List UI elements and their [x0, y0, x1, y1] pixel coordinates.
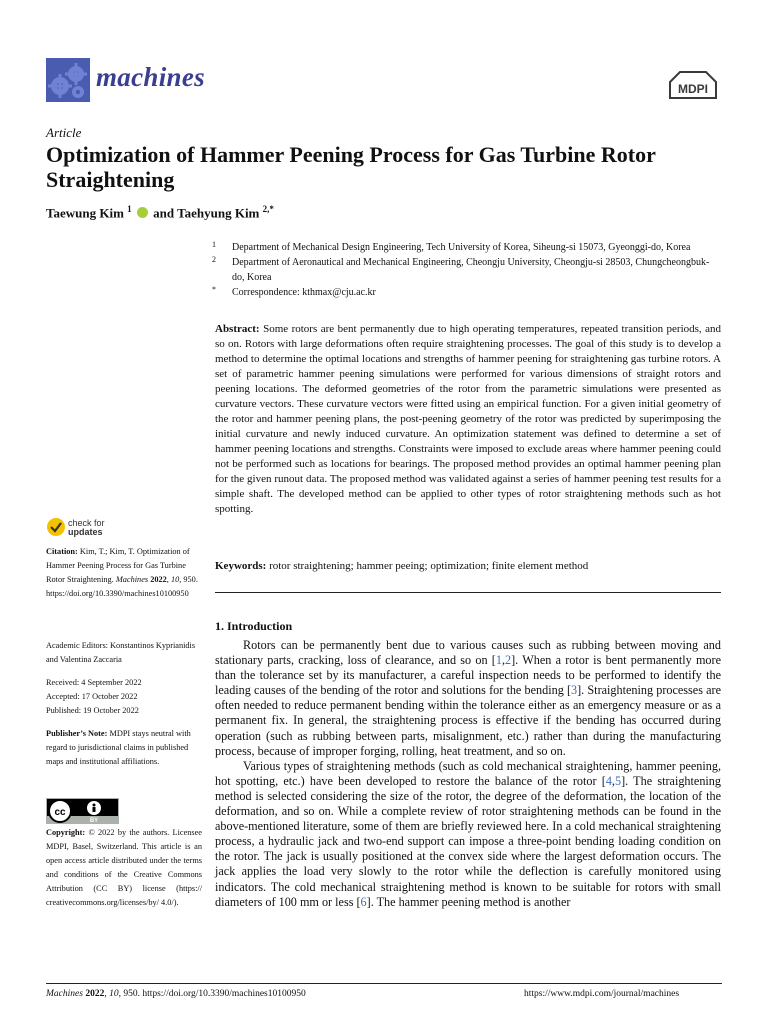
journal-name: machines [96, 62, 205, 92]
author-affil-mark: 2,* [262, 204, 274, 214]
abstract [215, 322, 721, 517]
author-name[interactable]: Taewung Kim [46, 205, 124, 221]
paragraph: Various types of straightening methods (such as cold mechanical straightening, hammer peening, hot spotting, etc.) have been developed to restore the balance of the rotor [4,5]. The straightening method is selected considering the size of the rotor, the degree of the deformation, the location of the deformation, and so on. While a complete review of rotor straightening methods can be found in the above-mentioned literature, some of them are briefly reviewed here. In a cold mechanical straightening process, a hydraulic jack and two-end support can impose a three-point bending loading condition on the rotor. The jack is usually positioned at the convex side where the largest deformation occurs. The jack applies the load very slowly to the rotor while the deflection is carefully monitored using indicators. The cold mechanical straightening method is known to be suitable for rotors with small diameters of 100 mm or less [6]. The hammer peening method is another [215, 758, 721, 909]
footer-divider [46, 983, 722, 984]
dates [46, 676, 202, 718]
author-affil-mark: 1 [127, 204, 132, 214]
paragraph: Rotors can be permanently bent due to various causes such as rubbing between moving and stationary parts, cracking, loss of clearance, and so on [1,2]. When a rotor is bent permanently more than the tolerance set by its manufacturer, a careful inspection needs to be performed to identify the leading causes of the bending of the rotor and solutions for the bending [3]. Straightening processes are often needed to reduce permanent bending within the tolerance either as an emergency measure or as a permanent fix. In general, the straightening process is effective if the bending has occurred during operation (such as rubbing between parts, misalignment, etc.) rather than during the manufacturing process, because of improper forging, rolling, heat treatment, and so on. [215, 638, 722, 758]
reference-link[interactable]: 2 [505, 653, 512, 668]
affiliation-mark: 2 [212, 255, 216, 264]
cc-by-license-icon[interactable] [46, 798, 119, 824]
publisher-note: Publisher’s Note: MDPI stays neutral with regard to jurisdictional claims in published maps and institutional affiliations. [46, 729, 191, 766]
article-type: Article [46, 125, 82, 140]
check-for-updates-label[interactable]: check for updates [68, 518, 105, 537]
author-list [46, 204, 274, 221]
reference-link[interactable]: 4 [605, 773, 612, 788]
abstract-text: Some rotors are bent permanently due to high operating temperatures, repeated transition periods, and so on. Rotors with large deformations often require straightening processes. The goal of this study is to develop a method to determine the optimal locations and strengths of hammer peening for straightening gas turbine rotors. A set of parametric hammer peening simulations were performed for various dimensions of straight rotors and peening locations. The deformed geometries of the rotor from the parametric simulations were presented as curvature vectors. These curvature vectors were fitted using an empirical function. For a given initial geometry of the rotor and hammer peening plans, the post-peening geometry of the rotor was predicted by superimposing the initial curvature and newly induced curvature. An optimization statement was defined to determine a set of hammer peening locations and strengths. Constraints were imposed to exclude areas where hammer peening could not be performed such as locations for bearings. The proposed method provides an optimal hammer peening plan for the given runout data. The proposed method was validated against a series of hammer peening test results for a simple shaft. The developed method can be applied to other types of rotor straightening methods such as hot spotting. [215, 323, 722, 515]
author-separator: and [149, 205, 178, 221]
accepted-date: Accepted: 17 October 2022 [46, 692, 138, 701]
correspondence-text: Correspondence: kthmax@cju.ac.kr [232, 287, 376, 298]
keywords [215, 559, 721, 574]
article-title: Optimization of Hammer Peening Process for Gas Turbine Rotor Straightening [46, 142, 656, 192]
academic-editors: Academic Editors: Konstantinos Kyprianidis and Valentina Zaccaria [46, 641, 196, 664]
keywords-text: rotor straightening; hammer peeing; optimization; finite element method [269, 560, 589, 572]
received-date: Received: 4 September 2022 [46, 678, 142, 687]
affiliation-text: Department of Aeronautical and Mechanical Engineering, Cheongju University, Cheongju-si 28503, Chungcheongbuk-do, Korea [232, 257, 710, 283]
section-divider [215, 592, 721, 593]
footer-citation: Machines 2022, 10, 950. https://doi.org/10.3390/machines10100950 [46, 989, 306, 999]
affiliation-text: Department of Mechanical Design Engineering, Tech University of Korea, Siheung-si 15073, Gyeonggi-do, Korea [232, 242, 691, 253]
introduction-body [215, 638, 721, 910]
keywords-label: Keywords: [215, 560, 267, 572]
section-heading: 1. Introduction [215, 619, 293, 633]
orcid-icon[interactable] [137, 207, 148, 218]
gears-icon [46, 58, 90, 102]
published-date: Published: 19 October 2022 [46, 706, 139, 715]
mdpi-logo [668, 70, 718, 100]
svg-text:cc: cc [54, 807, 66, 818]
abstract-label: Abstract: [215, 323, 260, 335]
reference-link[interactable]: 6 [360, 894, 367, 909]
mdpi-text: MDPI [678, 82, 708, 96]
author-name[interactable]: Taehyung Kim [177, 205, 260, 221]
reference-link[interactable]: 1 [495, 653, 502, 668]
check-for-updates-icon[interactable] [46, 517, 66, 537]
affiliations [212, 240, 712, 300]
cc-by-label: BY [89, 818, 99, 824]
affiliation-mark: 1 [212, 240, 216, 249]
reference-link[interactable]: 5 [614, 773, 622, 788]
affiliation [212, 255, 712, 285]
copyright: Copyright: © 2022 by the authors. Licensee MDPI, Basel, Switzerland. This article is an open access article distributed under the terms and conditions of the Creative Commons Attribution (CC BY) license (https:// creativecommons.org/licenses/by/ 4.0/). [46, 828, 202, 907]
correspondence [212, 285, 712, 300]
reference-link[interactable]: 3 [571, 683, 578, 698]
affiliation [212, 240, 712, 255]
citation: Citation: Kim, T.; Kim, T. Optimization of Hammer Peening Process for Gas Turbine Rotor Straightening. Machines 2022, 10, 950. https://doi.org/10.3390/machines10100950 [46, 547, 198, 598]
footer-journal-url[interactable]: https://www.mdpi.com/journal/machines [524, 989, 680, 999]
affiliation-mark: * [212, 285, 216, 294]
